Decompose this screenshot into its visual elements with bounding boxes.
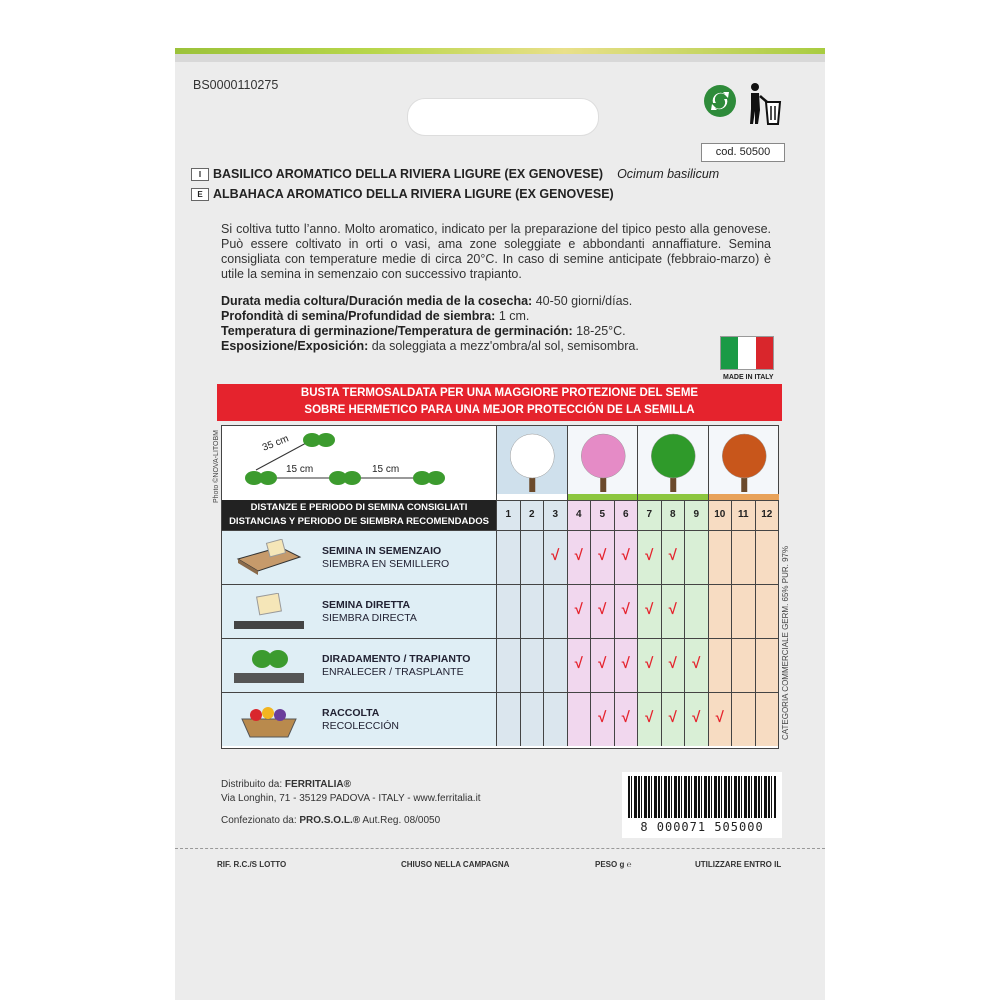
calendar-cell [731,584,755,638]
autumn-tree-icon [708,426,779,500]
activity-row [222,692,496,746]
photo-credit: Photo ©NOVA-LITOBM [213,430,220,503]
fact-line: Profondità di semina/Profundidad de siembra: 1 cm. [221,309,530,323]
cultivation-facts [221,294,781,354]
calendar-cell [708,584,732,638]
table-header-it: DISTANZE E PERIODO DI SEMINA CONSIGLIATI [250,502,468,513]
check-mark-icon: √ [614,530,638,584]
check-mark-icon: √ [684,692,708,746]
check-mark-icon: √ [614,638,638,692]
calendar-cell [731,638,755,692]
check-mark-icon: √ [567,584,591,638]
calendar-cell [496,638,520,692]
seedling-icon [303,433,335,447]
banner-line-it: BUSTA TERMOSALDATA PER UNA MAGGIORE PROTEZIONE DEL SEME [300,387,699,399]
barcode [622,772,782,838]
calendar-cell [496,530,520,584]
calendar-cell [708,638,732,692]
distributor-line: Distribuito da: FERRITALIA® [221,779,351,790]
lot-label: RIF. R.C./S LOTTO [217,860,287,869]
expiry-label: UTILIZZARE ENTRO IL [695,860,782,869]
barcode-bars [628,776,776,818]
lang-box-es: E [191,188,209,201]
month-header-2: 2 [520,500,544,530]
direct-sowing-icon [234,593,304,631]
activity-row [222,638,496,692]
check-mark-icon: √ [567,530,591,584]
calendar-cell [684,530,708,584]
barcode-number: 8 000071 505000 [640,820,764,834]
check-mark-icon: √ [637,638,661,692]
check-mark-icon: √ [590,638,614,692]
check-mark-icon: √ [614,584,638,638]
winter-tree-icon [496,426,567,500]
banner-line-es: SOBRE HERMETICO PARA UNA MEJOR PROTECCIÓN DE LA SEMILLA [304,404,695,416]
made-in-label: MADE IN ITALY [723,374,774,381]
month-header-6: 6 [614,500,638,530]
summer-tree-icon [637,426,708,500]
table-header-es: DISTANCIAS Y PERIODO DE SIEMBRA RECOMENDADOS [229,516,489,527]
check-mark-icon: √ [661,584,685,638]
activity-label: DIRADAMENTO / TRAPIANTO ENRALECER / TRASPLANTE [322,653,471,678]
description: Si coltiva tutto l’anno. Molto aromatico, indicato per la preparazione del tipico pesto alla genovese. Può essere coltivato in orti o vasi, ama zone soleggiate e abbondanti annaffiature. Semina consigliata con temperature medie di circa 20°C. In caso di semine anticipate (febbraio-marzo) è utile la semina in semenzaio con successivo trapianto. [221,222,771,281]
italy-flag-icon [720,336,774,370]
calendar-cell [755,638,779,692]
calendar-cell [731,692,755,746]
month-header-5: 5 [590,500,614,530]
calendar-cell [543,584,567,638]
check-mark-icon: √ [637,692,661,746]
seedbed-icon [234,539,304,577]
sowing-calendar [221,425,779,749]
month-header-7: 7 [637,500,661,530]
transplant-icon [234,647,304,685]
calendar-cell [755,692,779,746]
check-mark-icon: √ [661,638,685,692]
packer-line: Confezionato da: PRO.S.O.L.® Aut.Reg. 08/0050 [221,815,441,826]
month-header-4: 4 [567,500,591,530]
seedling-icon [329,471,361,485]
spacing-illustration [222,426,496,500]
fact-line: Esposizione/Exposición: da soleggiata a mezz'ombra/al sol, semisombra. [221,339,639,353]
check-mark-icon: √ [637,530,661,584]
calendar-cell [520,638,544,692]
month-header-10: 10 [708,500,732,530]
spacing-row-label: 35 cm [260,433,291,454]
calendar-cell [708,530,732,584]
top-color-stripe [175,48,825,54]
litter-bin-icon [747,82,783,126]
check-mark-icon: √ [543,530,567,584]
activity-label: RACCOLTA RECOLECCIÓN [322,707,400,732]
check-mark-icon: √ [614,692,638,746]
seedling-icon [413,471,445,485]
seedling-icon [245,471,277,485]
month-header-9: 9 [684,500,708,530]
check-mark-icon: √ [684,638,708,692]
month-header-3: 3 [543,500,567,530]
activity-row [222,530,496,584]
spacing-col-label-1: 15 cm [286,464,314,475]
calendar-cell [684,584,708,638]
calendar-cell [543,692,567,746]
activity-row [222,584,496,638]
check-mark-icon: √ [567,638,591,692]
calendar-cell [755,584,779,638]
check-mark-icon: √ [708,692,732,746]
check-mark-icon: √ [590,692,614,746]
calendar-cell [520,584,544,638]
month-header-11: 11 [731,500,755,530]
calendar-cell [520,692,544,746]
check-mark-icon: √ [661,530,685,584]
fact-line: Durata media coltura/Duración media de la cosecha: 40-50 giorni/días. [221,294,633,308]
commercial-category: CATEGORIA COMMERCIALE GERM. 65% PUR. 97% [781,545,790,740]
activity-label: SEMINA DIRETTA SIEMBRA DIRECTA [322,599,417,624]
packet-top-strip [175,48,825,62]
calendar-cell [496,584,520,638]
calendar-cell [543,638,567,692]
spacing-col-label-2: 15 cm [372,464,400,475]
distributor-address: Via Longhin, 71 - 35129 PADOVA - ITALY - www.ferritalia.it [221,793,481,804]
closed-label: CHIUSO NELLA CAMPAGNA [401,860,510,869]
protection-banner [217,384,782,421]
calendar-cell [520,530,544,584]
product-code: BS0000110275 [193,78,279,92]
weight-label: PESO g ℮ [595,860,632,869]
check-mark-icon: √ [637,584,661,638]
calendar-cell [755,530,779,584]
calendar-cell [567,692,591,746]
seed-packet-back [175,48,825,1000]
lang-box-it: I [191,168,209,181]
title-italian [191,167,719,181]
calendar-cell [731,530,755,584]
title-it-text: BASILICO AROMATICO DELLA RIVIERA LIGURE (EX GENOVESE) [213,167,604,181]
harvest-basket-icon [234,701,304,739]
month-header-8: 8 [661,500,685,530]
recycle-icon [703,84,737,118]
month-header-12: 12 [755,500,779,530]
calendar-cell [496,692,520,746]
spring-tree-icon [567,426,638,500]
month-header-1: 1 [496,500,520,530]
check-mark-icon: √ [590,530,614,584]
check-mark-icon: √ [590,584,614,638]
table-header [222,500,496,530]
hang-hole [407,98,599,136]
fact-line: Temperatura di germinazione/Temperatura de germinación: 18-25°C. [221,324,626,338]
title-spanish [191,187,614,201]
distributor-info [221,778,481,828]
activity-label: SEMINA IN SEMENZAIO SIEMBRA EN SEMILLERO [322,545,450,570]
title-es-text: ALBAHACA AROMATICO DELLA RIVIERA LIGURE (EX GENOVESE) [213,187,614,201]
spacing-diagram [222,426,496,500]
cod-label: cod. 50500 [701,143,785,162]
divider [175,848,825,849]
check-mark-icon: √ [661,692,685,746]
latin-name: Ocimum basilicum [617,167,720,181]
